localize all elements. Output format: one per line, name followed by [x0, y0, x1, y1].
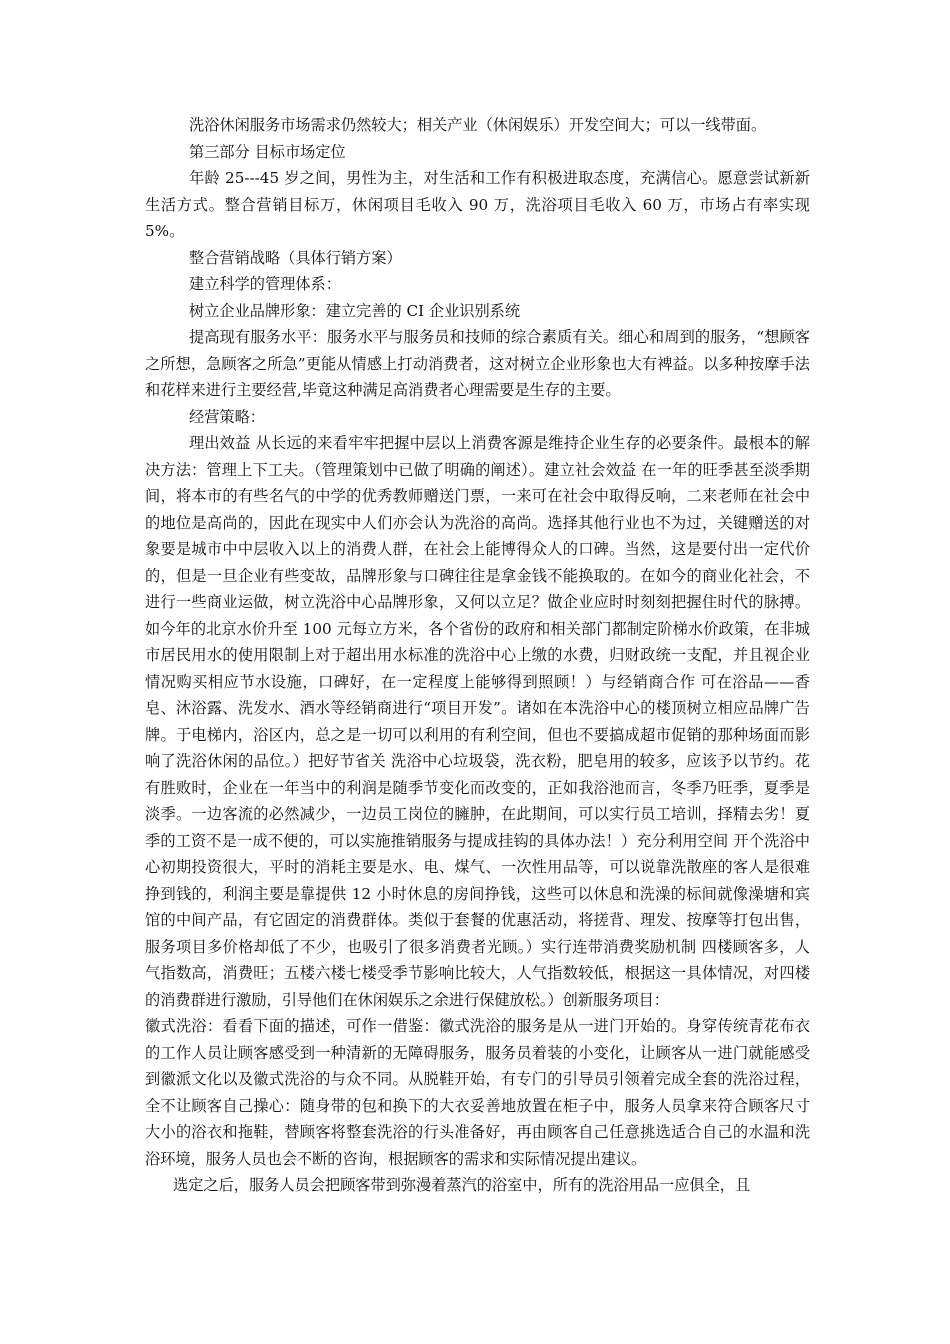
paragraph-brand-image: 树立企业品牌形象：建立完善的 CI 企业识别系统	[189, 301, 521, 320]
heading-integrated-marketing: 整合营销战略（具体行销方案）	[189, 248, 402, 267]
paragraph-target-profile: 年龄 25---45 岁之间，男性为主，对生活和工作有积极进取态度，充满信心。愿意尝试新新生活方式。整合营销目标万，休闲项目毛收入 90 万，洗浴项目毛收入 60 万，市场占有率实现 5%。	[145, 169, 810, 240]
section-heading-target-market: 第三部分 目标市场定位	[189, 142, 346, 161]
paragraph-market-demand: 洗浴休闲服务市场需求仍然较大；相关产业（休闲娱乐）开发空间大；可以一线带面。	[189, 116, 767, 134]
paragraph-hui-style-bathing: 徽式洗浴：看看下面的描述，可作一借鉴：徽式洗浴的服务是从一进门开始的。身穿传统青花布衣的工作人员让顾客感受到一种清新的无障碍服务，服务员着装的小变化，让顾客从一进门就能感受到徽派文化以及徽式洗浴的与众不同。从脱鞋开始，有专门的引导员引领着完成全套的洗浴过程，全不让顾客自己操心：随身带的包和换下的大衣妥善地放置在柜子中，服务人员拿来符合顾客尺寸大小的浴衣和拖鞋，替顾客将整套洗浴的行头准备好，再由顾客自己任意挑选适合自己的水温和洗浴环境，服务人员也会不断的咨询，根据顾客的需求和实际情况提出建议。	[145, 1017, 810, 1168]
heading-business-strategy: 经营策略：	[189, 407, 265, 426]
paragraph-service-level: 提高现有服务水平：服务水平与服务员和技师的综合素质有关。细心和周到的服务，“想顾客之所想，急顾客之所急”更能从情感上打动消费者，这对树立企业形象也大有裨益。以多种按摩手法和花样来进行主要经营,毕竟这种满足高消费者心理需要是生存的主要。	[145, 328, 810, 399]
heading-management-system: 建立科学的管理体系：	[189, 275, 341, 293]
paragraph-strategy-details: 理出效益 从长远的来看牢牢把握中层以上消费客源是维持企业生存的必要条件。最根本的解决方法：管理上下工夫。（管理策划中已做了明确的阐述）。建立社会效益 在一年的旺季甚至淡季期间，将本市的有些名气的中学的优秀教师赠送门票，一来可在社会中取得反响，二来老师在社会中的地位是高尚的，因此在现实中人们亦会认为洗浴的高尚。选择其他行业也不为过，关键赠送的对象要是城市中中层收入以上的消费人群，在社会上能博得众人的口碑。当然，这是要付出一定代价的，但是一旦企业有些变故，品牌形象与口碑往往是拿金钱不能换取的。在如今的商业化社会，不进行一些商业运做，树立洗浴中心品牌形象，又何以立足？做企业应时时刻刻把握住时代的脉搏。如今年的北京水价升至 100 元每立方米，各个省份的政府和相关部门都制定阶梯水价政策，在非城市居民用水的使用限制上对于超出用水标准的洗浴中心上缴的水费，归财政统一支配，并且视企业情况购买相应节水设施，口碑好，在一定程度上能够得到照顾！）与经销商合作 可在浴品——香皂、沐浴露、洗发水、酒水等经销商进行“项目开发”。诸如在本洗浴中心的楼顶树立相应品牌广告牌。于电梯内，浴区内，总之是一切可以利用的有利空间，但也不要搞成超市促销的那种场面而影响了洗浴休闲的品位。）把好节省关 洗浴中心垃圾袋，洗衣粉，肥皂用的较多，应该予以节约。花有胜败时，企业在一年当中的利润是随季节变化而改变的，正如我浴池而言，冬季乃旺季，夏季是淡季。一边客流的必然减少，一边员工岗位的臃肿，在此期间，可以实行员工培训，择精去劣！夏季的工资不是一成不便的，可以实施推销服务与提成挂钩的具体办法！）充分利用空间 开个洗浴中心初期投资很大，平时的消耗主要是水、电、煤气、一次性用品等，可以说靠洗散座的客人是很难挣到钱的，利润主要是靠提供 12 小时休息的房间挣钱，这些可以休息和洗澡的标间就像澡塘和宾馆的中间产品，有它固定的消费群体。类似于套餐的优惠活动，将搓背、理发、按摩等打包出售，服务项目多价格却低了不少，也吸引了很多消费者光顾。）实行连带消费奖励机制 四楼顾客多，人气指数高，消费旺；五楼六楼七楼受季节影响比较大，人气指数较低，根据这一具体情况，对四楼的消费群进行激励，引导他们在休闲娱乐之余进行保健放松。）创新服务项目：	[145, 434, 810, 1009]
paragraph-after-selection: 选定之后，服务人员会把顾客带到弥漫着蒸汽的浴室中，所有的洗浴用品一应俱全，且	[173, 1176, 751, 1194]
document-page	[145, 112, 810, 1199]
